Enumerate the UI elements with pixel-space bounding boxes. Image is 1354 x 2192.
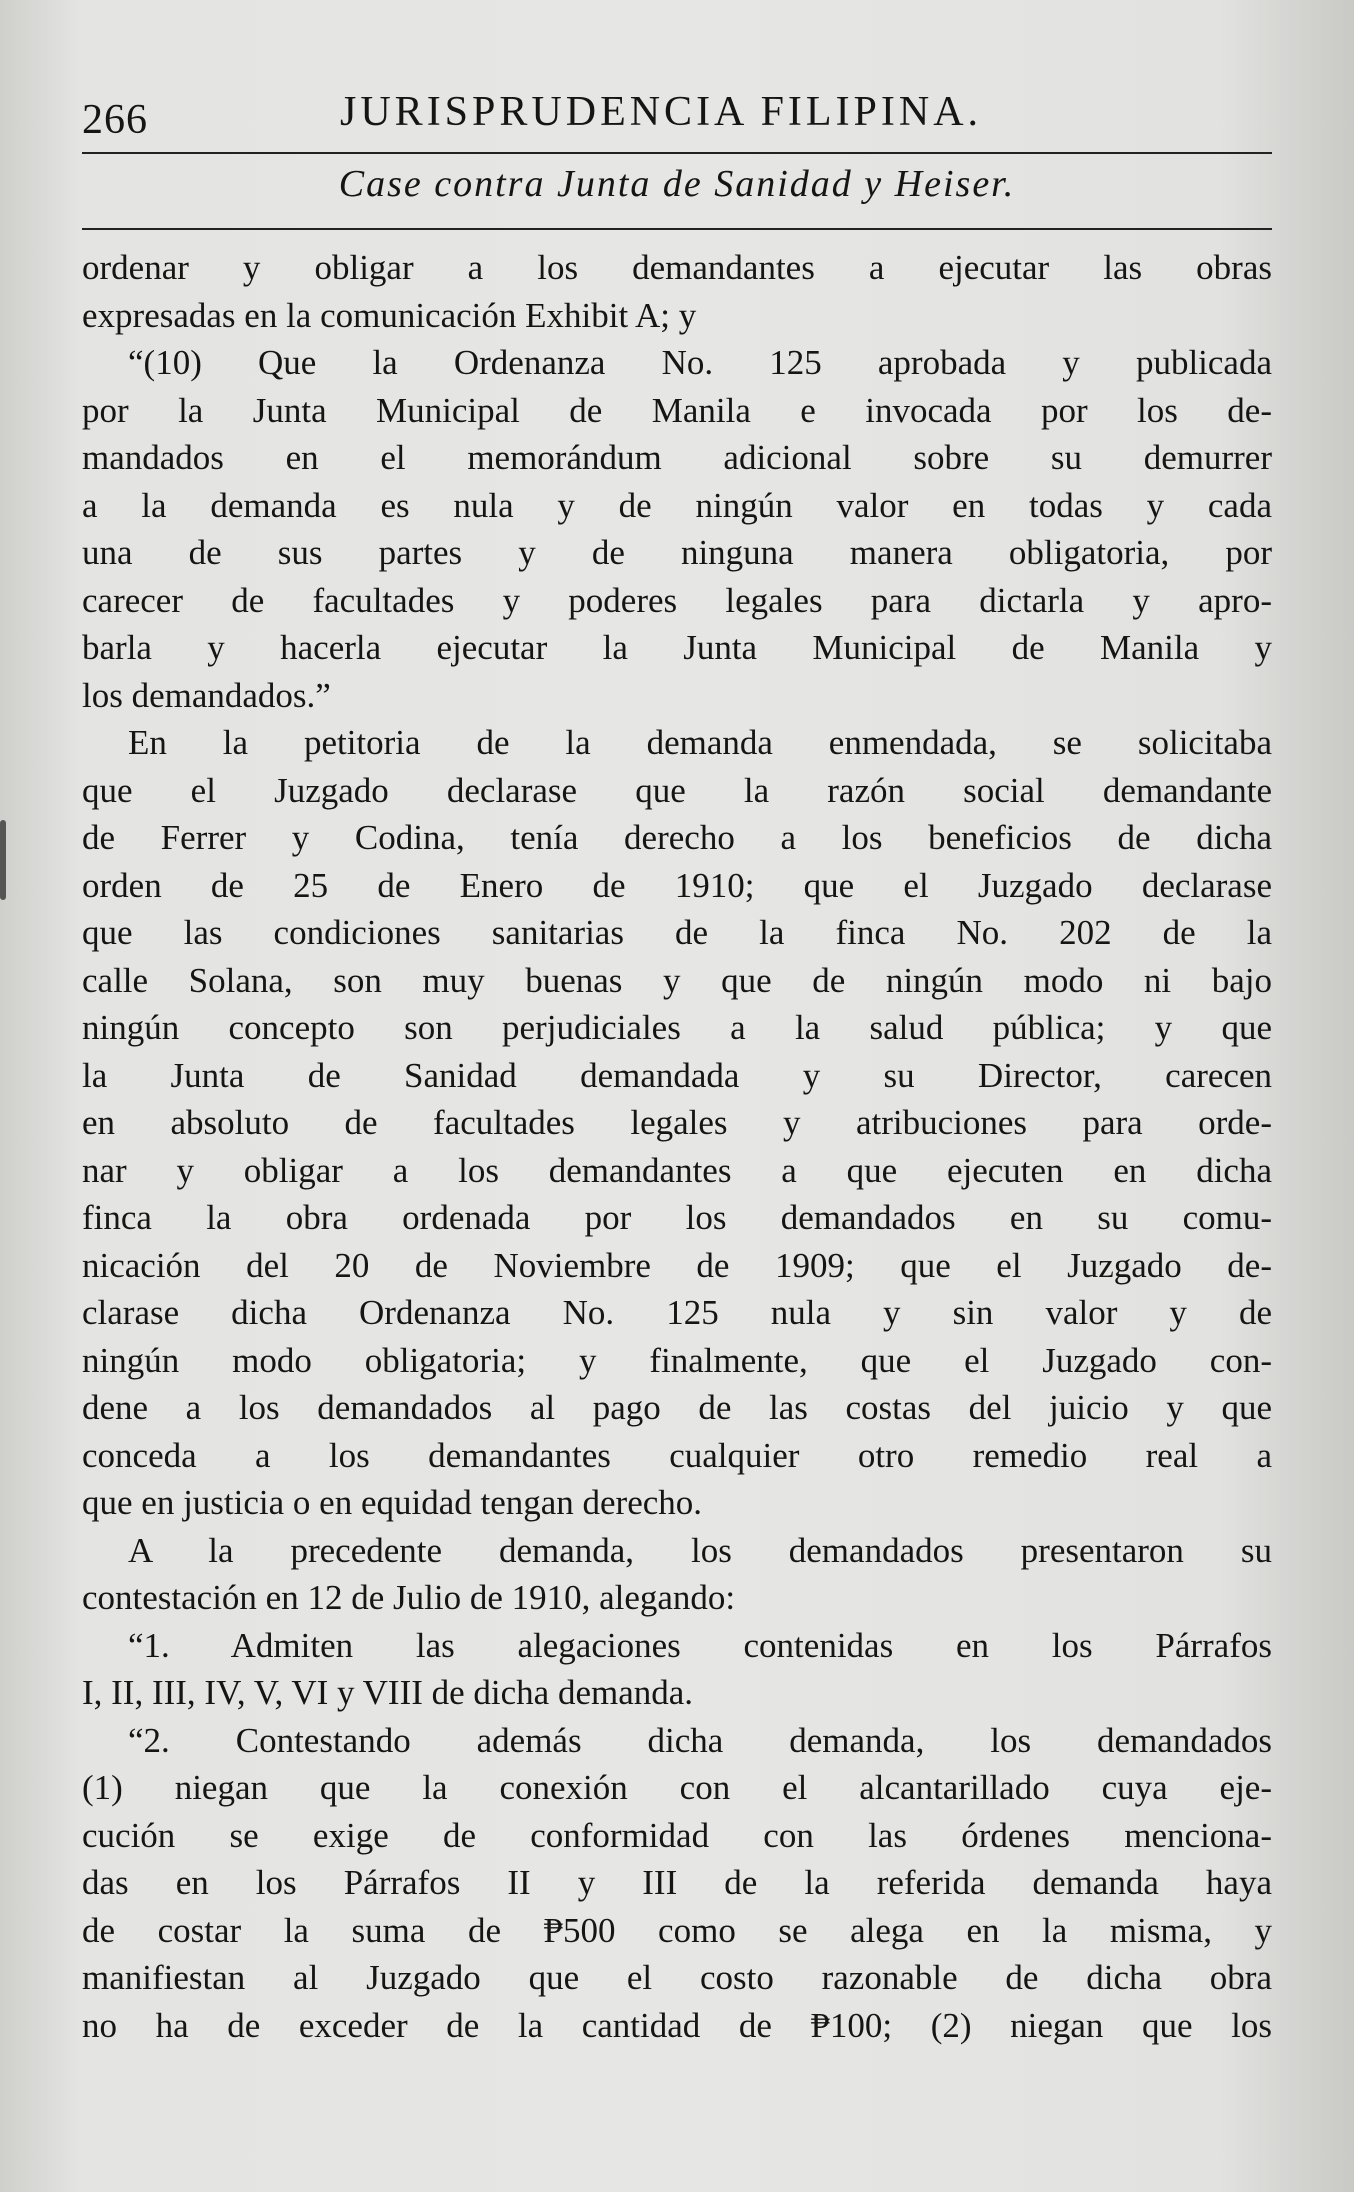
text-line: por la Junta Municipal de Manila e invocada por los de- bbox=[82, 390, 1272, 430]
text-line: manifiestan al Juzgado que el costo razonable de dicha obra bbox=[82, 1958, 1272, 1997]
text-line: orden de 25 de Enero de 1910; que el Juzgado declarase bbox=[82, 865, 1272, 905]
case-title: Case contra Junta de Sanidad y Heiser. bbox=[338, 163, 1016, 205]
text-line: conceda a los demandantes cualquier otro remedio real a bbox=[82, 1435, 1272, 1475]
text-line: (1) niegan que la conexión con el alcantarillado cuya eje- bbox=[82, 1768, 1272, 1807]
text-line: “1. Admiten las alegaciones contenidas en los Párrafos bbox=[128, 1625, 1272, 1665]
text-line: mandados en el memorándum adicional sobre su demurrer bbox=[82, 438, 1272, 477]
text-line: en absoluto de facultades legales y atribuciones para orde- bbox=[82, 1103, 1272, 1142]
body-text bbox=[82, 244, 1272, 2049]
text-line: ningún modo obligatoria; y finalmente, que el Juzgado con- bbox=[82, 1340, 1272, 1380]
text-line: no ha de exceder de la cantidad de ₱100; (2) niegan que los bbox=[82, 2005, 1272, 2045]
header-rule-top bbox=[82, 152, 1272, 154]
text-line: la Junta de Sanidad demandada y su Director, carecen bbox=[82, 1055, 1272, 1095]
text-line: que en justicia o en equidad tengan derecho. bbox=[82, 1483, 703, 1522]
text-line: una de sus partes y de ninguna manera obligatoria, por bbox=[82, 533, 1272, 572]
scan-edge-mark bbox=[0, 820, 6, 900]
text-line: nar y obligar a los demandantes a que ejecuten en dicha bbox=[82, 1150, 1272, 1190]
header-rule-bottom bbox=[82, 228, 1272, 230]
text-line: calle Solana, son muy buenas y que de ningún modo ni bajo bbox=[82, 960, 1272, 1000]
running-title: JURISPRUDENCIA FILIPINA. bbox=[340, 89, 983, 135]
text-line: ningún concepto son perjudiciales a la salud pública; y que bbox=[82, 1008, 1272, 1047]
text-line: “2. Contestando además dicha demanda, los demandados bbox=[128, 1720, 1272, 1760]
page-number: 266 bbox=[82, 97, 148, 143]
text-line: dene a los demandados al pago de las costas del juicio y que bbox=[82, 1388, 1272, 1427]
text-line: clarase dicha Ordenanza No. 125 nula y sin valor y de bbox=[82, 1293, 1272, 1332]
text-line: “(10) Que la Ordenanza No. 125 aprobada y publicada bbox=[128, 343, 1272, 382]
text-line: finca la obra ordenada por los demandados en su comu- bbox=[82, 1198, 1272, 1237]
text-line: ordenar y obligar a los demandantes a ejecutar las obras bbox=[82, 248, 1272, 287]
text-line: contestación en 12 de Julio de 1910, alegando: bbox=[82, 1578, 736, 1617]
text-line: A la precedente demanda, los demandados presentaron su bbox=[128, 1530, 1272, 1570]
text-line: cución se exige de conformidad con las órdenes menciona- bbox=[82, 1815, 1272, 1855]
text-line: barla y hacerla ejecutar la Junta Municipal de Manila y bbox=[82, 628, 1272, 667]
text-line: de costar la suma de ₱500 como se alega en la misma, y bbox=[82, 1910, 1272, 1950]
text-line: nicación del 20 de Noviembre de 1909; que el Juzgado de- bbox=[82, 1245, 1272, 1285]
text-line: que las condiciones sanitarias de la finca No. 202 de la bbox=[82, 913, 1272, 952]
text-line: expresadas en la comunicación Exhibit A; y bbox=[82, 295, 697, 335]
text-line: que el Juzgado declarase que la razón social demandante bbox=[82, 770, 1272, 810]
text-line: carecer de facultades y poderes legales para dictarla y apro- bbox=[82, 580, 1272, 620]
page-header bbox=[82, 88, 1272, 148]
text-line: a la demanda es nula y de ningún valor en todas y cada bbox=[82, 485, 1272, 525]
text-line: I, II, III, IV, V, VI y VIII de dicha demanda. bbox=[82, 1673, 694, 1712]
text-line: En la petitoria de la demanda enmendada, se solicitaba bbox=[128, 723, 1272, 762]
text-line: de Ferrer y Codina, tenía derecho a los beneficios de dicha bbox=[82, 818, 1272, 857]
text-line: los demandados.” bbox=[82, 675, 331, 715]
text-line: das en los Párrafos II y III de la referida demanda haya bbox=[82, 1863, 1272, 1902]
